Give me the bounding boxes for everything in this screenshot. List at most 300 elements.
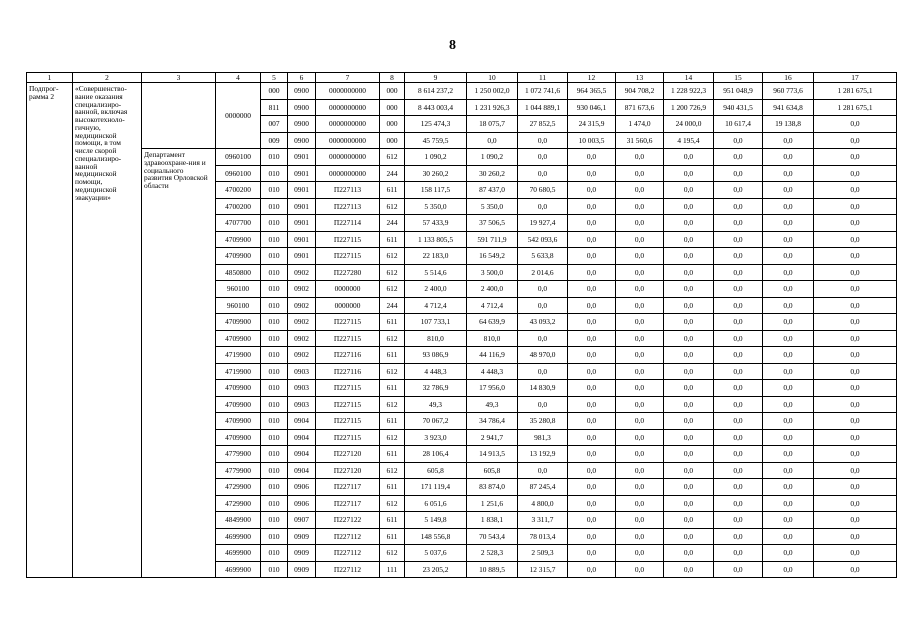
table-cell: 0,0: [568, 330, 616, 347]
table-cell: 0,0: [814, 182, 897, 199]
table-cell: 605,8: [405, 462, 467, 479]
table-cell: 0000000000: [316, 99, 380, 116]
table-cell: 0,0: [664, 396, 714, 413]
table-cell: 0,0: [616, 363, 664, 380]
table-cell: 4709900: [216, 330, 261, 347]
table-cell: 57 433,9: [405, 215, 467, 232]
table-cell: 19 138,8: [763, 116, 814, 133]
table-cell: 0903: [288, 380, 316, 397]
column-header: 10: [467, 73, 518, 83]
column-header: 5: [261, 73, 288, 83]
table-cell: 0,0: [616, 297, 664, 314]
table-cell: 0,0: [664, 479, 714, 496]
group-code: 0000000: [216, 83, 261, 149]
table-cell: 0,0: [763, 396, 814, 413]
table-cell: 0902: [288, 314, 316, 331]
table-cell: 0,0: [714, 264, 763, 281]
table-cell: 605,8: [467, 462, 518, 479]
table-cell: 0,0: [814, 149, 897, 166]
table-cell: 612: [380, 495, 405, 512]
table-cell: 0000000000: [316, 165, 380, 182]
table-cell: 0,0: [518, 363, 568, 380]
table-cell: 0909: [288, 528, 316, 545]
table-cell: 0,0: [763, 281, 814, 298]
table-cell: П227120: [316, 446, 380, 463]
table-cell: 0,0: [518, 198, 568, 215]
table-cell: П227115: [316, 330, 380, 347]
table-cell: 010: [261, 462, 288, 479]
table-cell: 0,0: [568, 479, 616, 496]
table-cell: 0,0: [763, 528, 814, 545]
table-cell: 13 192,9: [518, 446, 568, 463]
table-cell: 0,0: [714, 215, 763, 232]
table-cell: 78 013,4: [518, 528, 568, 545]
table-cell: 6 051,6: [405, 495, 467, 512]
table-cell: П227117: [316, 495, 380, 512]
table-cell: 0,0: [814, 132, 897, 149]
table-cell: 0,0: [664, 182, 714, 199]
table-cell: 611: [380, 446, 405, 463]
table-cell: 5 350,0: [405, 198, 467, 215]
table-cell: 612: [380, 281, 405, 298]
table-cell: 0,0: [814, 479, 897, 496]
table-cell: 0,0: [616, 545, 664, 562]
table-cell: 0903: [288, 396, 316, 413]
table-cell: 612: [380, 264, 405, 281]
table-cell: 1 228 922,3: [664, 83, 714, 100]
table-cell: 960100: [216, 281, 261, 298]
table-cell: 0,0: [616, 380, 664, 397]
table-cell: 010: [261, 314, 288, 331]
table-cell: 611: [380, 512, 405, 529]
table-cell: 611: [380, 413, 405, 430]
table-cell: 0,0: [664, 149, 714, 166]
table-cell: 2 509,3: [518, 545, 568, 562]
table-cell: 4699900: [216, 528, 261, 545]
table-cell: 4 712,4: [405, 297, 467, 314]
table-cell: 0,0: [664, 545, 714, 562]
table-cell: 1 281 675,1: [814, 99, 897, 116]
table-cell: 0901: [288, 215, 316, 232]
table-cell: 4 448,3: [405, 363, 467, 380]
table-cell: 0,0: [763, 462, 814, 479]
column-header: 9: [405, 73, 467, 83]
table-cell: 4709900: [216, 380, 261, 397]
table-cell: 4709900: [216, 396, 261, 413]
table-cell: 4729900: [216, 495, 261, 512]
table-cell: 4707700: [216, 215, 261, 232]
table-cell: 0,0: [616, 495, 664, 512]
table-cell: 93 086,9: [405, 347, 467, 364]
table-cell: 3 923,0: [405, 429, 467, 446]
table-cell: 28 106,4: [405, 446, 467, 463]
table-cell: 0,0: [814, 165, 897, 182]
table-cell: 0,0: [664, 330, 714, 347]
column-header: 1: [27, 73, 73, 83]
table-cell: 007: [261, 116, 288, 133]
table-cell: П227112: [316, 561, 380, 578]
table-cell: 4709900: [216, 429, 261, 446]
page-number: 8: [449, 38, 456, 53]
table-cell: 611: [380, 479, 405, 496]
table-cell: 010: [261, 363, 288, 380]
table-cell: 4850800: [216, 264, 261, 281]
table-cell: 1 133 805,5: [405, 231, 467, 248]
table-cell: 0,0: [518, 330, 568, 347]
table-cell: 0,0: [616, 314, 664, 331]
table-cell: 0,0: [714, 495, 763, 512]
table-cell: 4 448,3: [467, 363, 518, 380]
table-cell: 0901: [288, 149, 316, 166]
table-cell: 10 003,5: [568, 132, 616, 149]
table-cell: 010: [261, 380, 288, 397]
table-cell: 0,0: [664, 528, 714, 545]
table-cell: 0,0: [814, 413, 897, 430]
column-header: 2: [73, 73, 142, 83]
table-cell: 0,0: [664, 297, 714, 314]
table-cell: 0,0: [814, 215, 897, 232]
table-cell: 0,0: [763, 264, 814, 281]
table-cell: 612: [380, 248, 405, 265]
table-cell: 0,0: [814, 495, 897, 512]
table-cell: 0,0: [814, 545, 897, 562]
department-name: Департамент здравоохране-ния и социального развития Орловской области: [142, 149, 216, 578]
table-cell: 0,0: [714, 363, 763, 380]
column-header: 4: [216, 73, 261, 83]
table-cell: 244: [380, 297, 405, 314]
table-cell: 12 315,7: [518, 561, 568, 578]
table-cell: 4699900: [216, 545, 261, 562]
table-cell: П227122: [316, 512, 380, 529]
table-cell: 0901: [288, 231, 316, 248]
column-header: 14: [664, 73, 714, 83]
table-cell: 1 251,6: [467, 495, 518, 512]
table-cell: 5 350,0: [467, 198, 518, 215]
table-cell: 0,0: [664, 512, 714, 529]
table-cell: 0,0: [664, 462, 714, 479]
table-cell: 0901: [288, 248, 316, 265]
table-cell: 0902: [288, 264, 316, 281]
table-cell: 0,0: [568, 297, 616, 314]
table-cell: 0,0: [814, 330, 897, 347]
table-cell: 5 633,8: [518, 248, 568, 265]
table-cell: 930 046,1: [568, 99, 616, 116]
table-cell: 0,0: [518, 149, 568, 166]
column-header: 13: [616, 73, 664, 83]
column-header: 16: [763, 73, 814, 83]
table-cell: 4 712,4: [467, 297, 518, 314]
table-cell: 0,0: [714, 198, 763, 215]
table-cell: 0,0: [467, 132, 518, 149]
table-cell: 0,0: [714, 231, 763, 248]
table-cell: 0,0: [568, 248, 616, 265]
table-cell: 0,0: [763, 330, 814, 347]
table-cell: 0,0: [814, 429, 897, 446]
table-cell: 1 281 675,1: [814, 83, 897, 100]
table-cell: П227115: [316, 248, 380, 265]
table-cell: 010: [261, 231, 288, 248]
table-cell: П227114: [316, 215, 380, 232]
table-cell: 010: [261, 495, 288, 512]
table-cell: П227117: [316, 479, 380, 496]
table-cell: 0,0: [568, 413, 616, 430]
table-cell: П227120: [316, 462, 380, 479]
table-cell: 244: [380, 215, 405, 232]
column-header: 3: [142, 73, 216, 83]
table-cell: П227112: [316, 528, 380, 545]
table-cell: 0000000000: [316, 83, 380, 100]
table-cell: 0,0: [714, 347, 763, 364]
table-cell: 14 913,5: [467, 446, 518, 463]
table-cell: 4 195,4: [664, 132, 714, 149]
table-cell: 0,0: [714, 330, 763, 347]
table-cell: 1 838,1: [467, 512, 518, 529]
table-cell: 1 090,2: [405, 149, 467, 166]
table-cell: 010: [261, 413, 288, 430]
table-row: [27, 149, 897, 166]
table-cell: 0,0: [568, 182, 616, 199]
table-cell: 10 889,5: [467, 561, 518, 578]
table-cell: П227112: [316, 545, 380, 562]
table-cell: 612: [380, 396, 405, 413]
table-cell: 0,0: [763, 297, 814, 314]
table-cell: 0,0: [814, 462, 897, 479]
table-cell: 171 119,4: [405, 479, 467, 496]
table-cell: 0,0: [568, 462, 616, 479]
table-cell: 0,0: [568, 512, 616, 529]
header-row: [27, 73, 897, 83]
table-cell: 0,0: [664, 347, 714, 364]
table-cell: 612: [380, 429, 405, 446]
table-cell: 010: [261, 429, 288, 446]
table-cell: 0,0: [814, 380, 897, 397]
table-cell: П227113: [316, 198, 380, 215]
table-cell: 4700200: [216, 182, 261, 199]
table-cell: 010: [261, 396, 288, 413]
program-label: Подпрог-рамма 2: [27, 83, 73, 578]
table-cell: 611: [380, 231, 405, 248]
table-cell: 0,0: [616, 215, 664, 232]
table-cell: 0,0: [616, 149, 664, 166]
table-cell: 0,0: [616, 429, 664, 446]
column-header: 12: [568, 73, 616, 83]
table-cell: 0,0: [664, 165, 714, 182]
table-cell: 612: [380, 149, 405, 166]
table-cell: 0000000000: [316, 116, 380, 133]
table-cell: 010: [261, 281, 288, 298]
table-cell: 23 205,2: [405, 561, 467, 578]
table-cell: 0,0: [568, 446, 616, 463]
table-cell: П227115: [316, 413, 380, 430]
table-cell: 0,0: [714, 528, 763, 545]
table-cell: 0,0: [814, 561, 897, 578]
table-cell: 0,0: [568, 347, 616, 364]
table-cell: 811: [261, 99, 288, 116]
table-cell: 0000000: [316, 297, 380, 314]
table-cell: 0900: [288, 99, 316, 116]
table-cell: 0,0: [814, 528, 897, 545]
table-cell: 22 183,0: [405, 248, 467, 265]
table-cell: 0,0: [664, 264, 714, 281]
table-cell: 0900: [288, 132, 316, 149]
table-cell: 0,0: [714, 297, 763, 314]
table-cell: 0960100: [216, 165, 261, 182]
table-cell: 4709900: [216, 413, 261, 430]
table-cell: 0,0: [616, 446, 664, 463]
table-cell: 0900: [288, 83, 316, 100]
table-cell: 35 280,8: [518, 413, 568, 430]
table-cell: 0902: [288, 297, 316, 314]
table-cell: 0,0: [763, 231, 814, 248]
table-cell: 18 075,7: [467, 116, 518, 133]
table-cell: 4719900: [216, 363, 261, 380]
table-cell: 0,0: [714, 396, 763, 413]
table-cell: 0,0: [664, 561, 714, 578]
table-cell: 010: [261, 545, 288, 562]
table-cell: 3 311,7: [518, 512, 568, 529]
table-cell: 5 149,8: [405, 512, 467, 529]
table-cell: 0,0: [616, 479, 664, 496]
table-cell: 0904: [288, 462, 316, 479]
table-cell: 0,0: [714, 380, 763, 397]
table-cell: 0,0: [568, 264, 616, 281]
table-cell: 000: [261, 83, 288, 100]
table-cell: 8 443 003,4: [405, 99, 467, 116]
table-cell: П227280: [316, 264, 380, 281]
table-cell: 2 014,6: [518, 264, 568, 281]
table-cell: 0,0: [664, 429, 714, 446]
table-cell: 0,0: [814, 512, 897, 529]
table-cell: 0909: [288, 545, 316, 562]
table-cell: 0,0: [763, 446, 814, 463]
table-cell: 64 639,9: [467, 314, 518, 331]
budget-table: [26, 72, 897, 578]
table-cell: 2 400,0: [467, 281, 518, 298]
table-cell: 0,0: [714, 446, 763, 463]
table-cell: 0,0: [763, 165, 814, 182]
table-cell: 34 786,4: [467, 413, 518, 430]
table-cell: 43 093,2: [518, 314, 568, 331]
table-cell: 0,0: [814, 297, 897, 314]
table-cell: 0,0: [714, 413, 763, 430]
table-cell: 0,0: [664, 248, 714, 265]
table-cell: 0,0: [568, 561, 616, 578]
table-cell: 941 634,8: [763, 99, 814, 116]
table-cell: 0,0: [763, 182, 814, 199]
table-cell: 0,0: [664, 446, 714, 463]
table-cell: 4709900: [216, 248, 261, 265]
table-cell: 0,0: [714, 314, 763, 331]
table-cell: 940 431,5: [714, 99, 763, 116]
table-cell: 10 617,4: [714, 116, 763, 133]
table-cell: 70 543,4: [467, 528, 518, 545]
table-cell: 70 680,5: [518, 182, 568, 199]
table-cell: 591 711,9: [467, 231, 518, 248]
column-header: 11: [518, 73, 568, 83]
table-cell: 010: [261, 264, 288, 281]
table-cell: 0,0: [664, 281, 714, 298]
table-cell: 5 037,6: [405, 545, 467, 562]
table-cell: 0,0: [763, 248, 814, 265]
table-cell: 0903: [288, 363, 316, 380]
table-cell: 964 365,5: [568, 83, 616, 100]
table-cell: 000: [380, 83, 405, 100]
table-cell: 810,0: [467, 330, 518, 347]
table-cell: 2 528,3: [467, 545, 518, 562]
table-cell: 0,0: [518, 462, 568, 479]
table-cell: 4709900: [216, 314, 261, 331]
table-cell: 0,0: [714, 165, 763, 182]
table-cell: 0,0: [616, 198, 664, 215]
table-cell: 010: [261, 198, 288, 215]
table-cell: 0,0: [763, 545, 814, 562]
table-cell: 0901: [288, 198, 316, 215]
table-cell: 27 852,5: [518, 116, 568, 133]
table-cell: 0,0: [714, 132, 763, 149]
table-cell: 1 474,0: [616, 116, 664, 133]
table-cell: 0,0: [664, 198, 714, 215]
table-cell: 111: [380, 561, 405, 578]
table-cell: П227115: [316, 231, 380, 248]
table-cell: 87 437,0: [467, 182, 518, 199]
table-cell: 871 673,6: [616, 99, 664, 116]
table-cell: 0,0: [616, 561, 664, 578]
table-cell: 0000000: [316, 281, 380, 298]
table-cell: 0,0: [568, 363, 616, 380]
table-cell: 0000000000: [316, 149, 380, 166]
table-cell: 0,0: [714, 545, 763, 562]
table-cell: 148 556,8: [405, 528, 467, 545]
table-cell: 0,0: [664, 495, 714, 512]
table-cell: 1 200 726,9: [664, 99, 714, 116]
table-cell: П227115: [316, 380, 380, 397]
table-cell: 000: [380, 132, 405, 149]
table-cell: 000: [380, 99, 405, 116]
table-cell: 0902: [288, 281, 316, 298]
table-cell: 0904: [288, 429, 316, 446]
table-row: [27, 83, 897, 100]
table-cell: 0,0: [763, 561, 814, 578]
table-cell: 612: [380, 198, 405, 215]
table-cell: 904 708,2: [616, 83, 664, 100]
column-header: 15: [714, 73, 763, 83]
table-cell: 0,0: [814, 231, 897, 248]
table-cell: 010: [261, 330, 288, 347]
table-cell: 0,0: [664, 215, 714, 232]
column-header: 6: [288, 73, 316, 83]
table-cell: 158 117,5: [405, 182, 467, 199]
table-cell: 0,0: [763, 495, 814, 512]
table-cell: 0,0: [568, 165, 616, 182]
table-cell: 32 786,9: [405, 380, 467, 397]
table-cell: 0,0: [518, 297, 568, 314]
table-cell: 0,0: [664, 314, 714, 331]
table-cell: 0,0: [714, 561, 763, 578]
table-cell: 1 044 889,1: [518, 99, 568, 116]
table-cell: 4709900: [216, 231, 261, 248]
table-cell: 010: [261, 297, 288, 314]
table-cell: 0,0: [814, 281, 897, 298]
table-cell: 000: [380, 116, 405, 133]
table-cell: 611: [380, 528, 405, 545]
table-cell: 0,0: [568, 545, 616, 562]
table-cell: 0960100: [216, 149, 261, 166]
table-cell: 125 474,3: [405, 116, 467, 133]
table-cell: 0,0: [763, 512, 814, 529]
table-cell: 0,0: [616, 248, 664, 265]
table-cell: 0,0: [616, 264, 664, 281]
table-cell: 87 245,4: [518, 479, 568, 496]
